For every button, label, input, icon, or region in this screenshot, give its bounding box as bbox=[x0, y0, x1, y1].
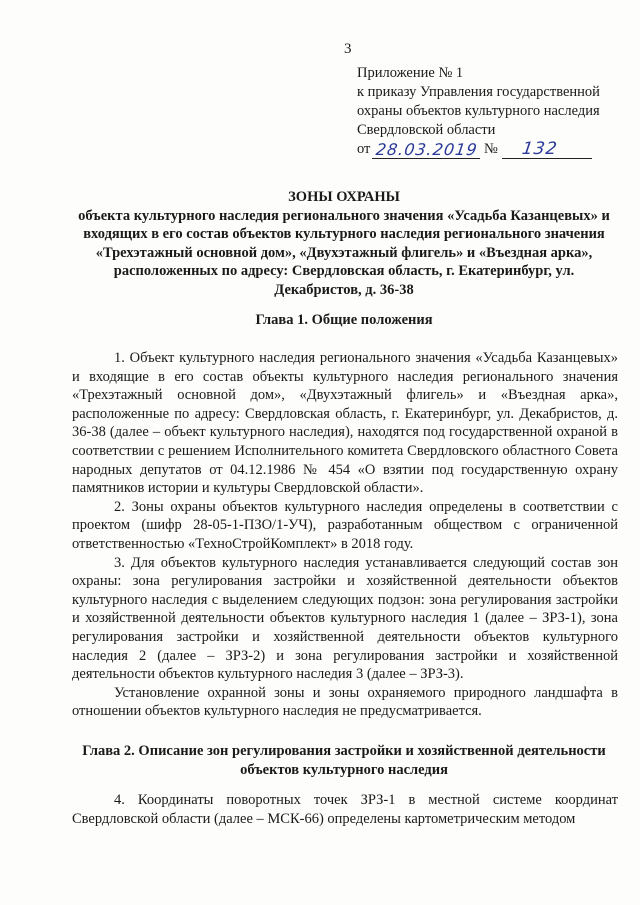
paragraph-5: 4. Координаты поворотных точек ЗРЗ-1 в местной системе координат Свердловской области (далее – МСК-66) определены картометрическим методом bbox=[72, 792, 618, 827]
title-main: ЗОНЫ ОХРАНЫ bbox=[288, 189, 400, 205]
document-title bbox=[70, 188, 618, 299]
paragraph-2: 2. Зоны охраны объектов культурного наследия определены в соответствии с проектом (шифр 28-05-1-ПЗО/1-УЧ), разработанным обществом с ограниченной ответственностью «ТехноСтройКомплект» в 2018 году. bbox=[72, 498, 618, 552]
chapter-1-heading: Глава 1. Общие положения bbox=[255, 312, 433, 328]
appendix-line-2: к приказу Управления государственной bbox=[357, 84, 600, 100]
appendix-line-1: Приложение № 1 bbox=[357, 65, 464, 81]
appendix-header bbox=[357, 64, 627, 159]
handwritten-number: 132 bbox=[520, 139, 559, 159]
date-field bbox=[372, 141, 480, 159]
paragraph-4: Установление охранной зоны и зоны охраняемого природного ландшафта в отношении объектов культурного наследия не предусматривается. bbox=[72, 684, 618, 720]
appendix-date-number-line bbox=[357, 140, 627, 159]
paragraph-1: 1. Объект культурного наследия регионального значения «Усадьба Казанцевых» и входящие в его состав объекты культурного наследия регионального значения «Трехэтажный основной дом», «Двухэтажный флигель» и «Въездная арка», расположенные по адресу: Свердловская область, г. Екатеринбург, ул. Декабристов, д. 36-38 (далее – объект культурного наследия), находятся под государственной охраной в соответствии с решением Исполнительного комитета Свердловского областного Совета народных депутатов от 04.12.1986 № 454 «О взятии под государственную охрану памятников истории и культуры Свердловской области». bbox=[72, 350, 618, 497]
page-number: 3 bbox=[344, 41, 352, 57]
appendix-line-4: Свердловской области bbox=[357, 122, 496, 138]
chapter-2-heading: Глава 2. Описание зон регулирования застройки и хозяйственной деятельности объектов культурного наследия bbox=[82, 743, 606, 778]
paragraph-3: 3. Для объектов культурного наследия устанавливается следующий состав зон охраны: зона регулирования застройки и хозяйственной деятельности объектов культурного наследия с выделением следующих подзон: зона регулирования застройки и хозяйственной деятельности объектов культурного наследия 1 (далее – ЗРЗ-1), зона регулирования застройки и хозяйственной деятельности объектов культурного наследия 2 (далее – ЗРЗ-2) и зона регулирования застройки и хозяйственной деятельности объектов культурного наследия 3 (далее – ЗРЗ-3). bbox=[72, 554, 618, 683]
number-field bbox=[502, 141, 592, 159]
chapter-2-body bbox=[72, 791, 618, 828]
chapter-1-body bbox=[72, 349, 618, 721]
number-prefix: № bbox=[484, 141, 498, 157]
date-prefix: от bbox=[357, 141, 371, 157]
handwritten-date: 28.03.2019 bbox=[375, 140, 480, 159]
title-subtitle: объекта культурного наследия регионального значения «Усадьба Казанцевых» и входящих в его состав объектов культурного наследия регионального значения «Трехэтажный основной дом», «Двухэтажный флигель» и «Въездная арка», расположенных по адресу: Свердловская область, г. Екатеринбург, ул. Декабристов, д. 36-38 bbox=[78, 207, 610, 298]
appendix-line-3: охраны объектов культурного наследия bbox=[357, 103, 600, 119]
